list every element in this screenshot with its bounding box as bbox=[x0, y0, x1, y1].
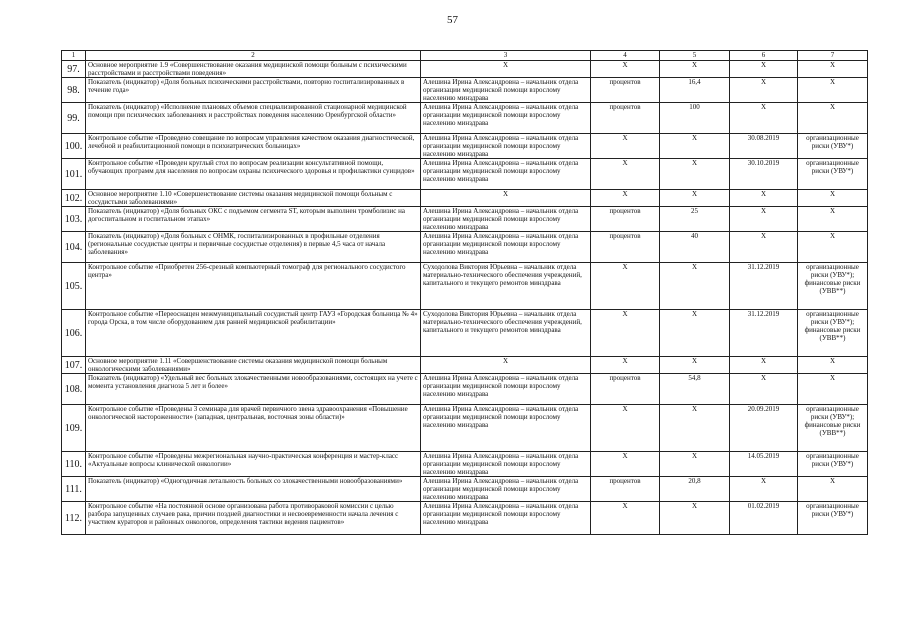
table-row bbox=[62, 374, 868, 405]
row-unit: X bbox=[591, 357, 660, 374]
row-unit: процентов bbox=[591, 207, 660, 232]
table-row bbox=[62, 61, 868, 78]
row-risk: организационные риски (УВУ*); финансовые риски (УВВ**) bbox=[798, 405, 868, 452]
row-risk: X bbox=[798, 61, 868, 78]
row-number: 97. bbox=[62, 61, 86, 78]
row-date: 30.08.2019 bbox=[730, 134, 798, 159]
page-number: 57 bbox=[447, 14, 458, 26]
row-date: 14.05.2019 bbox=[730, 452, 798, 477]
row-responsible: Алешина Ирина Александровна – начальник отдела организации медицинской помощи взрослому населению минздрава bbox=[421, 477, 591, 502]
row-date: 31.12.2019 bbox=[730, 263, 798, 310]
row-risk: X bbox=[798, 477, 868, 502]
row-responsible: X bbox=[421, 61, 591, 78]
row-value: X bbox=[660, 61, 730, 78]
row-date: X bbox=[730, 190, 798, 207]
row-name: Основное мероприятие 1.10 «Совершенствование системы оказания медицинской помощи больным с сосудистыми заболеваниями» bbox=[86, 190, 421, 207]
row-value: X bbox=[660, 190, 730, 207]
row-unit: процентов bbox=[591, 103, 660, 134]
row-unit: X bbox=[591, 263, 660, 310]
row-name: Контрольное событие «Проведено совещание по вопросам управления качеством оказания диагностической, лечебной и реабилитационной помощи в психиатрических больницах» bbox=[86, 134, 421, 159]
row-value: X bbox=[660, 310, 730, 357]
row-risk: X bbox=[798, 374, 868, 405]
row-name: Показатель (индикатор) «Исполнение плановых объемов специализированной стационарной медицинской помощи при психических заболеваниях и расстройствах поведения населению Оренбургской области» bbox=[86, 103, 421, 134]
row-risk: X bbox=[798, 103, 868, 134]
table-row bbox=[62, 357, 868, 374]
row-value: X bbox=[660, 502, 730, 535]
row-risk: X bbox=[798, 190, 868, 207]
row-unit: X bbox=[591, 61, 660, 78]
row-name: Показатель (индикатор) «Доля больных ОКС с подъемом сегмента ST, которым выполнен тромболизис на догоспитальном и госпитальном этапах» bbox=[86, 207, 421, 232]
row-date: 30.10.2019 bbox=[730, 159, 798, 190]
row-number: 107. bbox=[62, 357, 86, 374]
row-value: X bbox=[660, 357, 730, 374]
row-risk: организационные риски (УВУ*) bbox=[798, 134, 868, 159]
row-number: 105. bbox=[62, 263, 86, 310]
row-name: Контрольное событие «Проведен круглый стол по вопросам реализации консультативной помощи, обучающих программ для населения по вопросам охраны психического здоровья и профилактики суицидов» bbox=[86, 159, 421, 190]
header-cell-7: 7 bbox=[798, 51, 868, 61]
row-value: X bbox=[660, 159, 730, 190]
row-unit: X bbox=[591, 159, 660, 190]
row-number: 102. bbox=[62, 190, 86, 207]
row-date: 20.09.2019 bbox=[730, 405, 798, 452]
row-responsible: X bbox=[421, 357, 591, 374]
row-risk: организационные риски (УВУ*) bbox=[798, 159, 868, 190]
row-unit: X bbox=[591, 405, 660, 452]
row-number: 99. bbox=[62, 103, 86, 134]
row-name: Показатель (индикатор) «Удельный вес больных злокачественными новообразованиями, состоящих на учете с момента установления диагноза 5 лет и более» bbox=[86, 374, 421, 405]
row-risk: организационные риски (УВУ*); финансовые риски (УВВ**) bbox=[798, 310, 868, 357]
table-row bbox=[62, 207, 868, 232]
row-number: 108. bbox=[62, 374, 86, 405]
table-row bbox=[62, 452, 868, 477]
table-row bbox=[62, 310, 868, 357]
table-row bbox=[62, 103, 868, 134]
table-row bbox=[62, 159, 868, 190]
table-row bbox=[62, 405, 868, 452]
row-value: 25 bbox=[660, 207, 730, 232]
row-value: 20,8 bbox=[660, 477, 730, 502]
header-cell-1: 1 bbox=[62, 51, 86, 61]
row-responsible: Алешина Ирина Александровна – начальник отдела организации медицинской помощи взрослому населению минздрава bbox=[421, 452, 591, 477]
row-responsible: Алешина Ирина Александровна – начальник отдела организации медицинской помощи взрослому населению минздрава bbox=[421, 232, 591, 263]
row-unit: X bbox=[591, 310, 660, 357]
row-risk: X bbox=[798, 207, 868, 232]
row-unit: X bbox=[591, 502, 660, 535]
row-name: Показатель (индикатор) «Доля больных с ОНМК, госпитализированных в профильные отделения (региональные сосудистые центры и первичные сосудистые отделения) в первые 4,5 часа от начала заболевания» bbox=[86, 232, 421, 263]
row-value: X bbox=[660, 134, 730, 159]
row-risk: организационные риски (УВУ*) bbox=[798, 452, 868, 477]
row-unit: процентов bbox=[591, 374, 660, 405]
header-cell-3: 3 bbox=[421, 51, 591, 61]
row-responsible: Алешина Ирина Александровна – начальник отдела организации медицинской помощи взрослому населению минздрава bbox=[421, 159, 591, 190]
row-date: X bbox=[730, 477, 798, 502]
row-number: 112. bbox=[62, 502, 86, 535]
table-row bbox=[62, 263, 868, 310]
row-unit: процентов bbox=[591, 78, 660, 103]
table-row bbox=[62, 134, 868, 159]
row-unit: процентов bbox=[591, 477, 660, 502]
row-risk: X bbox=[798, 232, 868, 263]
row-name: Основное мероприятие 1.9 «Совершенствование оказания медицинской помощи больным с психическими расстройствами и расстройствами поведения» bbox=[86, 61, 421, 78]
row-unit: X bbox=[591, 134, 660, 159]
events-table bbox=[61, 50, 868, 535]
table-row bbox=[62, 477, 868, 502]
row-number: 100. bbox=[62, 134, 86, 159]
header-row bbox=[62, 51, 868, 61]
row-date: 31.12.2019 bbox=[730, 310, 798, 357]
row-number: 98. bbox=[62, 78, 86, 103]
row-value: X bbox=[660, 452, 730, 477]
row-responsible: Алешина Ирина Александровна – начальник отдела организации медицинской помощи взрослому населению минздрава bbox=[421, 207, 591, 232]
row-unit: процентов bbox=[591, 232, 660, 263]
row-date: X bbox=[730, 61, 798, 78]
row-number: 103. bbox=[62, 207, 86, 232]
row-name: Контрольное событие «Переоснащен межмуниципальный сосудистый центр ГАУЗ «Городская больница № 4» города Орска, в том числе оборудованием для ранней медицинской реабилитации» bbox=[86, 310, 421, 357]
row-number: 106. bbox=[62, 310, 86, 357]
row-responsible: X bbox=[421, 190, 591, 207]
table-body bbox=[62, 51, 868, 535]
row-responsible: Суходолова Виктория Юрьевна – начальник отдела материально-технического обеспечения учреждений, капитального и текущего ремонтов минздрава bbox=[421, 263, 591, 310]
row-responsible: Алешина Ирина Александровна – начальник отдела организации медицинской помощи взрослому населению минздрава bbox=[421, 405, 591, 452]
row-risk: организационные риски (УВУ*) bbox=[798, 502, 868, 535]
row-date: X bbox=[730, 357, 798, 374]
row-name: Основное мероприятие 1.11 «Совершенствование системы оказания медицинской помощи больным онкологическими заболеваниями» bbox=[86, 357, 421, 374]
row-value: 16,4 bbox=[660, 78, 730, 103]
row-date: X bbox=[730, 374, 798, 405]
row-number: 104. bbox=[62, 232, 86, 263]
row-risk: X bbox=[798, 78, 868, 103]
row-value: 100 bbox=[660, 103, 730, 134]
row-name: Показатель (индикатор) «Одногодичная летальность больных со злокачественными новообразованиями» bbox=[86, 477, 421, 502]
row-name: Контрольное событие «Проведены межрегиональная научно-практическая конференция и мастер-класс «Актуальные вопросы клинической онкологии» bbox=[86, 452, 421, 477]
table-row bbox=[62, 232, 868, 263]
row-responsible: Алешина Ирина Александровна – начальник отдела организации медицинской помощи взрослому населению минздрава bbox=[421, 103, 591, 134]
table-row bbox=[62, 190, 868, 207]
header-cell-2: 2 bbox=[86, 51, 421, 61]
row-date: X bbox=[730, 232, 798, 263]
row-unit: X bbox=[591, 452, 660, 477]
row-responsible: Алешина Ирина Александровна – начальник отдела организации медицинской помощи взрослому населению минздрава bbox=[421, 374, 591, 405]
header-cell-6: 6 bbox=[730, 51, 798, 61]
row-number: 109. bbox=[62, 405, 86, 452]
table-row bbox=[62, 502, 868, 535]
row-responsible: Суходолова Виктория Юрьевна – начальник отдела материально-технического обеспечения учреждений, капитального и текущего ремонтов минздрава bbox=[421, 310, 591, 357]
row-value: 40 bbox=[660, 232, 730, 263]
row-date: 01.02.2019 bbox=[730, 502, 798, 535]
row-name: Контрольное событие «Приобретен 256-срезный компьютерный томограф для регионального сосудистого центра» bbox=[86, 263, 421, 310]
table-row bbox=[62, 78, 868, 103]
row-name: Показатель (индикатор) «Доля больных психическими расстройствами, повторно госпитализированных в течение года» bbox=[86, 78, 421, 103]
row-name: Контрольное событие «Проведены 3 семинара для врачей первичного звена здравоохранения «Повышение онкологической настороженности» (западная, центральная, восточная зоны области)» bbox=[86, 405, 421, 452]
row-unit: X bbox=[591, 190, 660, 207]
header-cell-4: 4 bbox=[591, 51, 660, 61]
row-responsible: Алешина Ирина Александровна – начальник отдела организации медицинской помощи взрослому населению минздрава bbox=[421, 78, 591, 103]
header-cell-5: 5 bbox=[660, 51, 730, 61]
row-date: X bbox=[730, 78, 798, 103]
row-number: 101. bbox=[62, 159, 86, 190]
row-number: 110. bbox=[62, 452, 86, 477]
row-value: 54,8 bbox=[660, 374, 730, 405]
row-responsible: Алешина Ирина Александровна – начальник отдела организации медицинской помощи взрослому населению минздрава bbox=[421, 502, 591, 535]
row-number: 111. bbox=[62, 477, 86, 502]
row-value: X bbox=[660, 263, 730, 310]
row-name: Контрольное событие «На постоянной основе организована работа противораковой комиссии с целью разбора запущенных случаев рака, причин поздней диагностики и несвоевременности начала лечения с участием кураторов и районных онкологов, определения тактики ведения пациентов» bbox=[86, 502, 421, 535]
row-date: X bbox=[730, 207, 798, 232]
row-date: X bbox=[730, 103, 798, 134]
row-risk: организационные риски (УВУ*); финансовые риски (УВВ**) bbox=[798, 263, 868, 310]
row-value: X bbox=[660, 405, 730, 452]
row-risk: X bbox=[798, 357, 868, 374]
row-responsible: Алешина Ирина Александровна – начальник отдела организации медицинской помощи взрослому населению минздрава bbox=[421, 134, 591, 159]
